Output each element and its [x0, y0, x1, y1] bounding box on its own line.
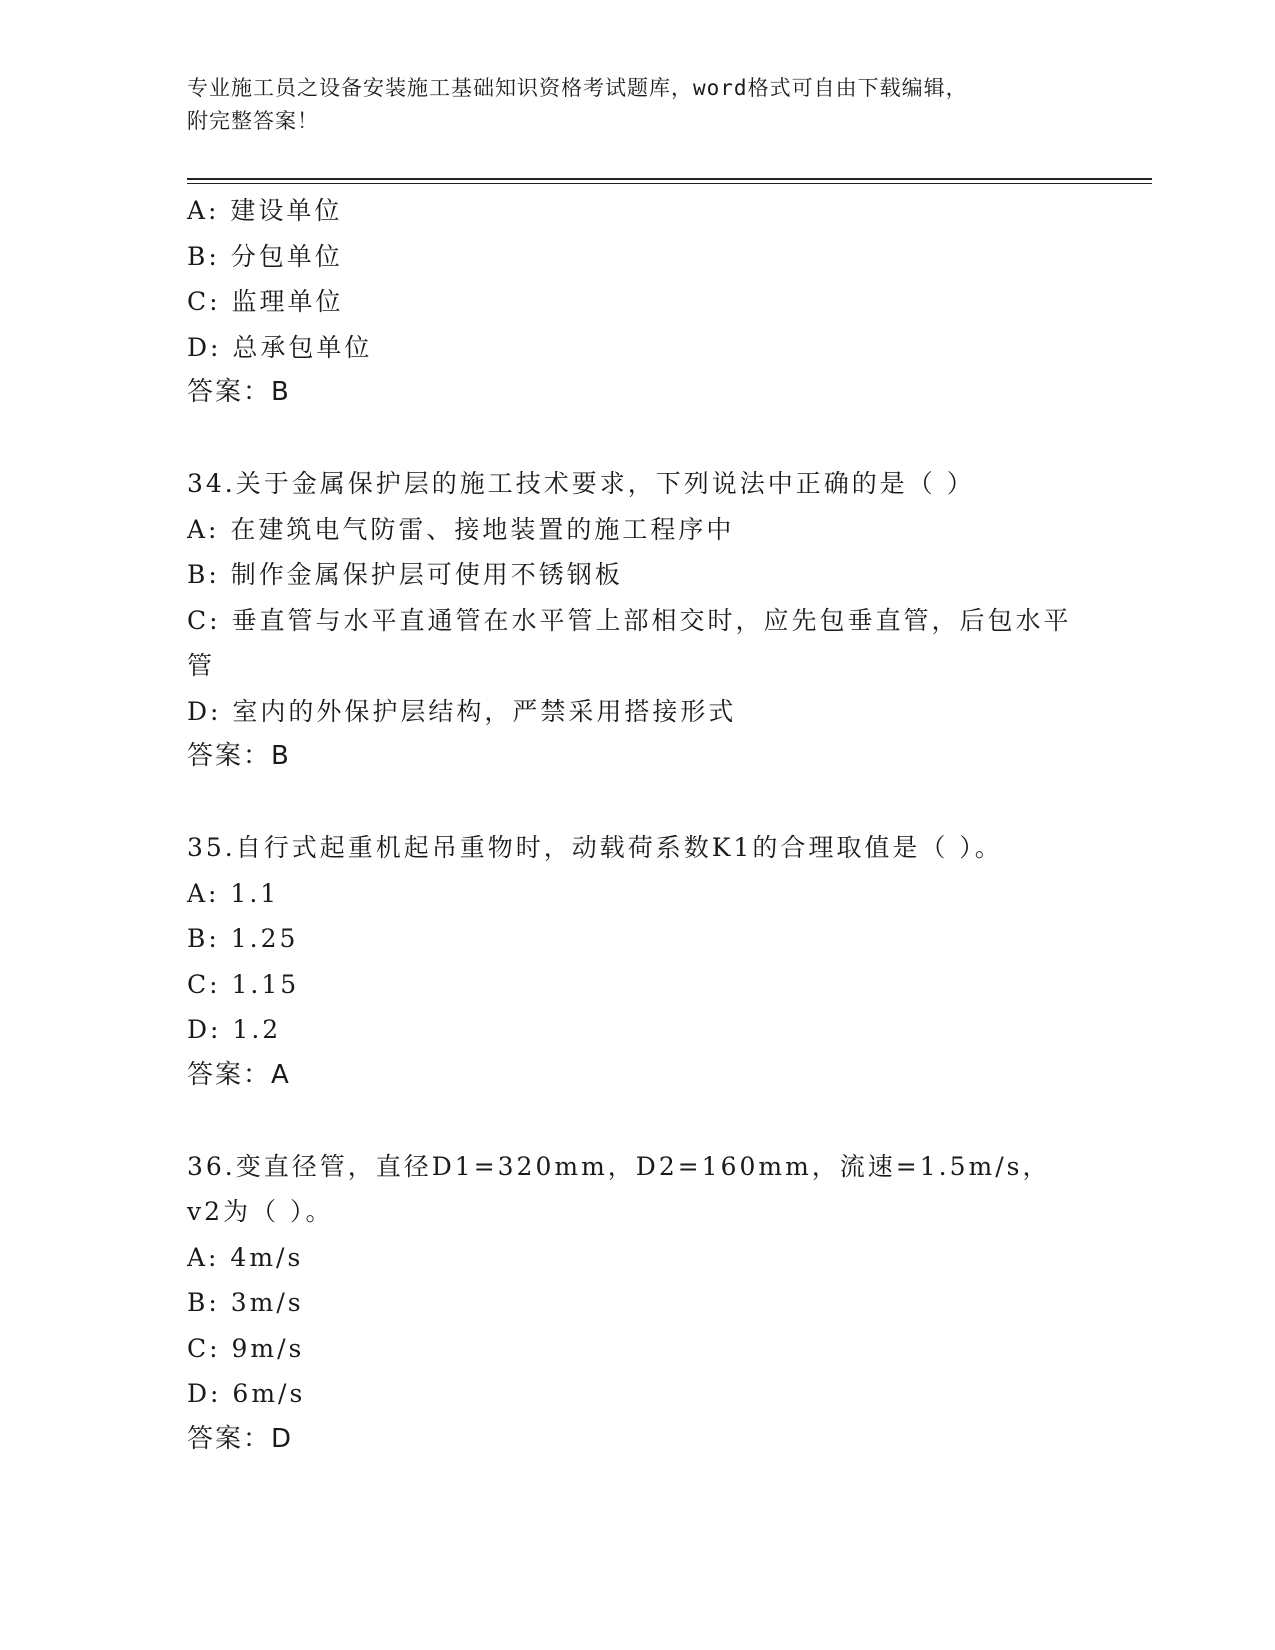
question-stem: 36.变直径管，直径D1=320mm，D2=160mm，流速=1.5m/s，v2为（ ）。 — [187, 1151, 1051, 1226]
question-stem: 35.自行式起重机起吊重物时，动载荷系数K1的合理取值是（ ）。 — [187, 833, 1003, 862]
option-d: D: 6m/s — [187, 1379, 306, 1408]
question-36 — [187, 1144, 1152, 1463]
option-a: A: 1.1 — [187, 878, 280, 908]
document-header — [187, 72, 1117, 138]
option-a: A: 建设单位 — [187, 196, 343, 225]
question-33 — [187, 188, 1152, 416]
header-divider-thick — [187, 178, 1152, 180]
option-c: C: 监理单位 — [187, 287, 344, 316]
option-b: B: 1.25 — [187, 924, 299, 953]
question-34 — [187, 461, 1152, 780]
answer: 答案：D — [187, 1423, 294, 1454]
question-list — [187, 188, 1152, 1462]
question-stem: 34.关于金属保护层的施工技术要求，下列说法中正确的是（ ） — [187, 469, 975, 498]
option-a: A: 在建筑电气防雷、接地装置的施工程序中 — [187, 514, 735, 544]
question-35 — [187, 825, 1152, 1098]
header-title-line1: 专业施工员之设备安装施工基础知识资格考试题库，word格式可自由下载编辑， — [187, 76, 968, 100]
answer: 答案：A — [187, 1059, 291, 1090]
answer: 答案：B — [187, 377, 291, 407]
option-c: C: 垂直管与水平直通管在水平管上部相交时，应先包垂直管，后包水平管 — [187, 605, 1072, 680]
option-b: B: 3m/s — [187, 1288, 304, 1317]
option-a: A: 4m/s — [187, 1242, 304, 1272]
option-c: C: 1.15 — [187, 969, 300, 999]
option-d: D: 总承包单位 — [187, 332, 373, 362]
answer: 答案：B — [187, 741, 291, 771]
option-b: B: 制作金属保护层可使用不锈钢板 — [187, 560, 623, 589]
option-d: D: 1.2 — [187, 1015, 282, 1044]
header-title-line2: 附完整答案！ — [187, 109, 319, 133]
option-d: D: 室内的外保护层结构，严禁采用搭接形式 — [187, 696, 737, 726]
header-divider-thin — [187, 183, 1152, 184]
option-b: B: 分包单位 — [187, 241, 343, 271]
option-c: C: 9m/s — [187, 1333, 305, 1363]
